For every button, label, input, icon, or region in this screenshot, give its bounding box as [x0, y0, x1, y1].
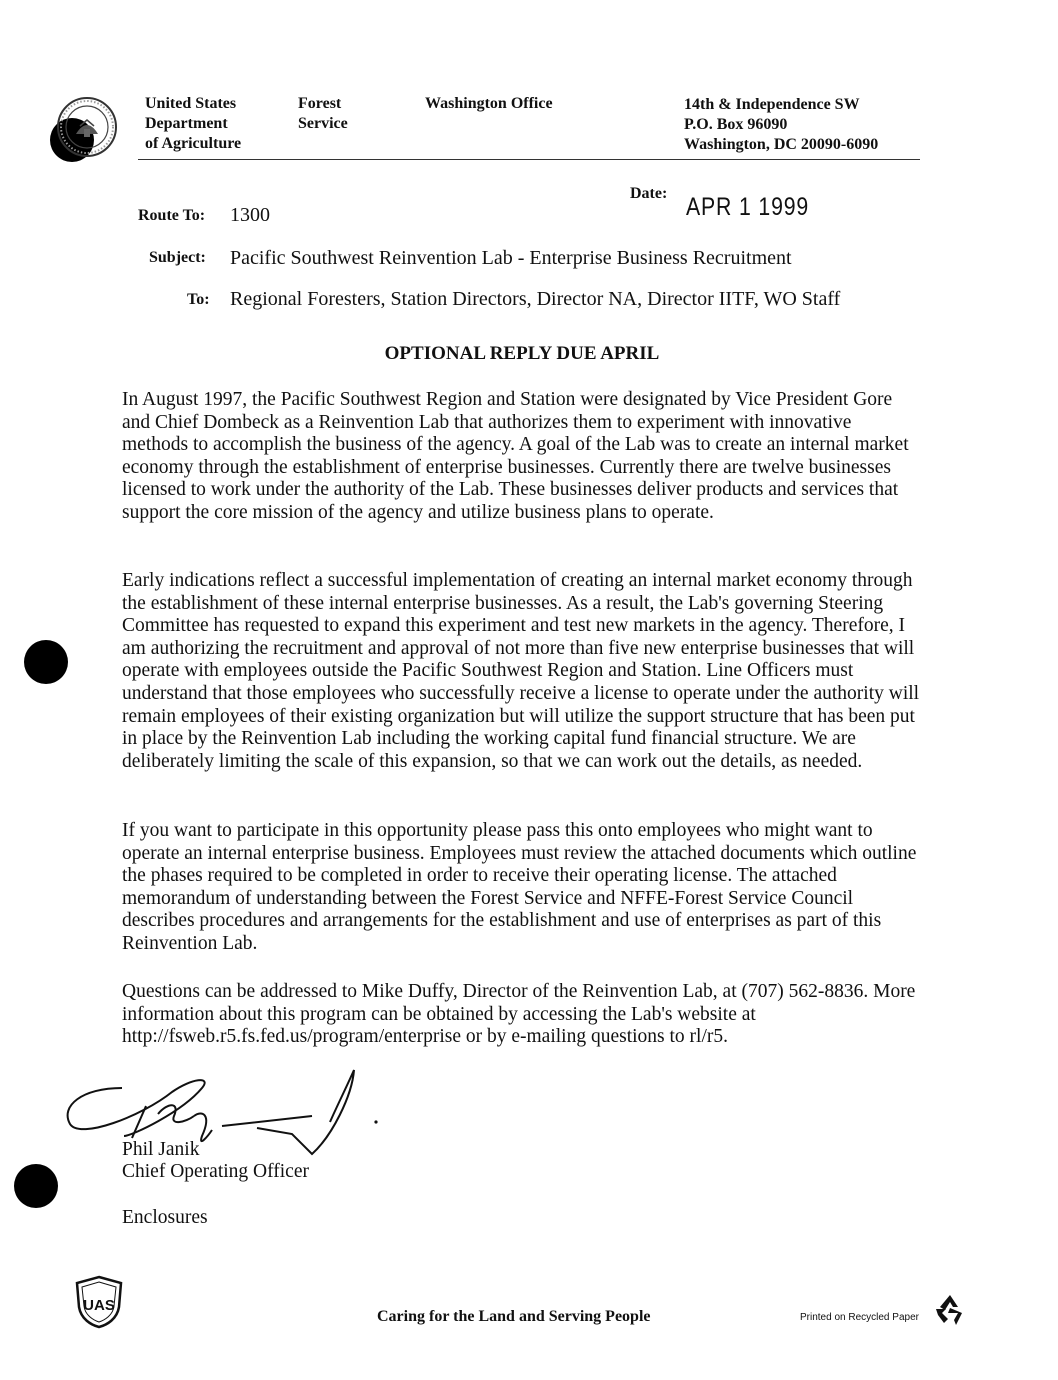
subject-value: Pacific Southwest Reinvention Lab - Enterprise Business Recruitment: [230, 247, 792, 269]
address-line: 14th & Independence SW: [684, 96, 860, 113]
shield-monogram: UAS: [83, 1297, 115, 1314]
recycled-paper-note: Printed on Recycled Paper: [800, 1312, 919, 1323]
to-value: Regional Foresters, Station Directors, Director NA, Director IITF, WO Staff: [230, 288, 841, 310]
address-line: Washington, DC 20090-6090: [684, 136, 879, 153]
agency-name: [145, 94, 241, 154]
letterhead-divider: [138, 159, 920, 160]
body-paragraph-2: Early indications reflect a successful implementation of creating an internal market economy through the establishment of these internal enterprise businesses. As a result, the Lab's governing Steering Committee has requested to expand this experiment and test new markets in the agency. Therefore, I am authorizing the recruitment and approval of not more than five new enterprise businesses that will operate with employees outside the Pacific Southwest Region and Station. Line Officers must understand that those employees who successfully receive a license to operate under the authority will remain employees of their existing organization but will utilize the support structure that has been put in place by the Reinvention Lab including the working capital fund financial structure. We are deliberately limiting the scale of this expansion, so that we can work out the details, as needed.: [122, 570, 920, 772]
route-label: Route To:: [138, 207, 206, 224]
body-paragraph-1: In August 1997, the Pacific Southwest Region and Station were designated by Vice President Gore and Chief Dombeck as a Reinvention Lab that authorizes them to experiment with innovative methods to accomplish the business of the agency. A goal of the Lab was to create an internal market economy through the establishment of enterprise businesses. Currently there are twelve businesses licensed to work under the authority of the Lab. These businesses deliver products and services that support the core mission of the agency and utilize business plans to operate.: [122, 389, 909, 523]
service-name: [298, 94, 348, 134]
handwritten-signature: [62, 1066, 392, 1166]
service-line: Service: [298, 115, 348, 132]
usda-seal-icon: [56, 96, 118, 158]
office-name: Washington Office: [425, 95, 553, 112]
reply-heading: OPTIONAL REPLY DUE APRIL: [384, 343, 660, 364]
date-stamp: APR 1 1999: [686, 193, 810, 221]
to-label: To:: [187, 291, 210, 308]
service-line: Forest: [298, 95, 342, 112]
recycle-icon: [932, 1291, 968, 1327]
forest-service-shield-icon: [73, 1275, 125, 1329]
signer-name: Phil Janik: [122, 1139, 200, 1160]
subject-label: Subject:: [149, 249, 206, 266]
punch-hole-bottom: [14, 1164, 58, 1208]
punch-hole-middle: [24, 640, 68, 684]
agency-line: Department: [145, 115, 228, 132]
office-address: [684, 95, 878, 155]
address-line: P.O. Box 96090: [684, 116, 788, 133]
enclosures-note: Enclosures: [122, 1207, 208, 1228]
agency-line: United States: [145, 95, 237, 112]
route-value: 1300: [230, 204, 270, 226]
agency-line: of Agriculture: [145, 135, 242, 152]
footer-motto: Caring for the Land and Serving People: [377, 1308, 651, 1325]
date-label: Date:: [630, 185, 668, 202]
body-paragraph-3: If you want to participate in this opportunity please pass this onto employees who might want to operate an internal enterprise business. Employees must review the attached documents which outline the phases required to be completed in order to receive their operating license. The attached memorandum of understanding between the Forest Service and NFFE-Forest Service Council describes procedures and arrangements for the establishment and use of enterprises as part of this Reinvention Lab.: [122, 820, 917, 954]
body-paragraph-4: Questions can be addressed to Mike Duffy, Director of the Reinvention Lab, at (707) 562-8836. More information about this program can be obtained by accessing the Lab's website at http://fsweb.r5.fs.fed.us/program/enterprise or by e-mailing questions to rl/r5.: [122, 981, 916, 1048]
signer-title: Chief Operating Officer: [122, 1161, 309, 1182]
